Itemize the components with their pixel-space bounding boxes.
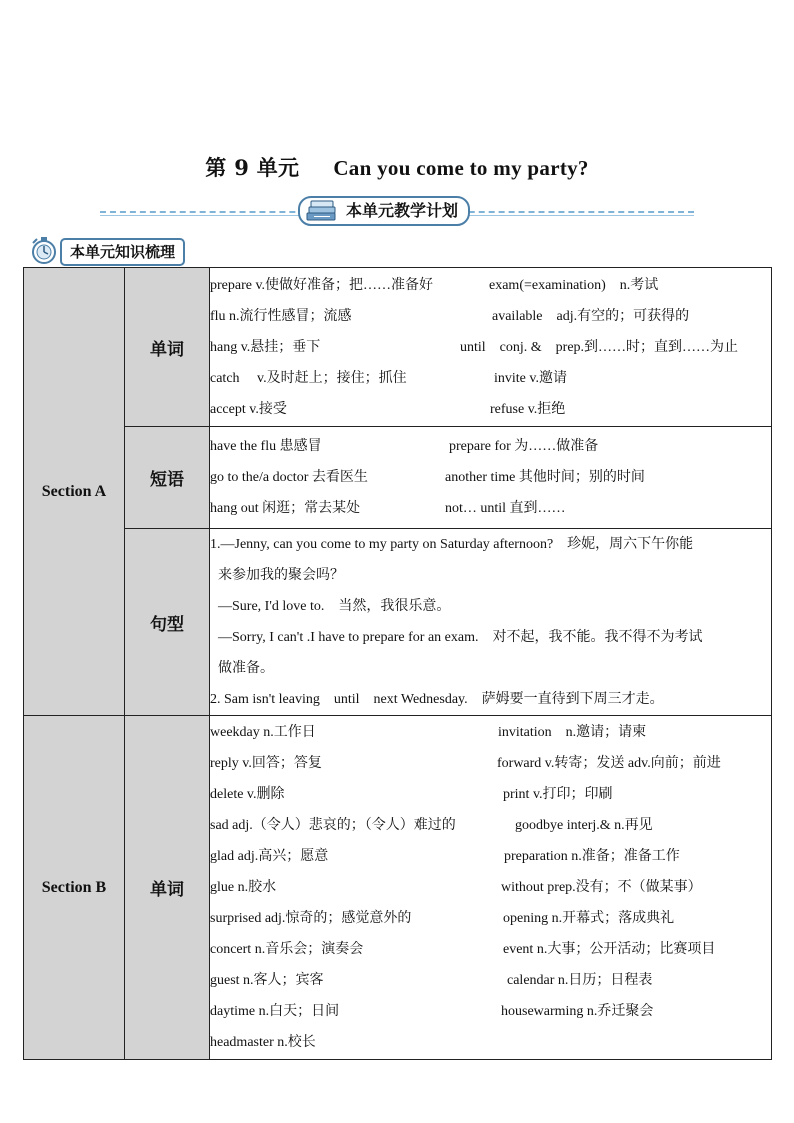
section-b-label: Section B (24, 716, 125, 1060)
phrase-entry: have the flu 患感冒 (210, 439, 322, 454)
vocab-entry: until conj. & prep.到……时；直到……为止 (460, 339, 739, 355)
vocab-entry: glad adj.高兴；愿意 (210, 849, 329, 864)
vocab-row (210, 394, 771, 425)
section-a-sentences-label: 句型 (125, 529, 210, 716)
sentence-line: —Sure, I'd love to. 当然，我很乐意。 (218, 599, 451, 614)
section-a-phrases-label: 短语 (125, 427, 210, 529)
vocab-entry: opening n.开幕式；落成典礼 (503, 911, 675, 926)
vocab-row (210, 363, 771, 394)
vocab-row (210, 779, 771, 810)
teaching-plan-badge (298, 196, 470, 226)
vocab-entry: flu n.流行性感冒；流感 (210, 308, 352, 324)
table-row (24, 268, 772, 427)
vocab-entry: glue n.胶水 (210, 880, 277, 895)
sentence-line: 1.—Jenny, can you come to my party on Saturday afternoon? 珍妮，周六下午你能 (210, 537, 694, 552)
vocab-entry: accept v.接受 (210, 401, 287, 417)
phrase-entry: not… until 直到…… (445, 501, 566, 516)
vocab-row (210, 270, 771, 301)
vocab-entry: without prep.没有；不（做某事） (501, 880, 702, 895)
phrase-entry: another time 其他时间；别的时间 (445, 470, 645, 485)
vocab-entry: sad adj.（令人）悲哀的；（令人）难过的 (210, 818, 456, 833)
vocab-entry: available adj.有空的；可获得的 (492, 308, 690, 324)
vocab-row (210, 717, 771, 748)
vocab-row (210, 903, 771, 934)
vocab-entry: prepare v.使做好准备；把……准备好 (210, 277, 434, 293)
section-a-sentences-content (210, 529, 772, 716)
vocab-entry: headmaster n.校长 (210, 1035, 316, 1050)
vocab-entry: reply v.回答；答复 (210, 756, 322, 771)
vocab-row (210, 872, 771, 903)
vocab-entry: forward v.转寄；发送 adv.向前；前进 (497, 756, 721, 771)
unit-title-english: Can you come to my party? (333, 156, 589, 180)
vocab-row (210, 748, 771, 779)
table-row (24, 529, 772, 716)
vocab-entry: print v.打印；印刷 (503, 787, 613, 802)
vocab-row (210, 996, 771, 1027)
sentence-line: 做准备。 (218, 661, 274, 676)
vocab-row (210, 841, 771, 872)
table-row (24, 427, 772, 529)
phrase-row (210, 431, 771, 462)
unit-number: 第 9 单元 (205, 155, 300, 180)
phrase-entry: go to the/a doctor 去看医生 (210, 470, 368, 485)
phrase-row (210, 462, 771, 493)
teaching-plan-label: 本单元教学计划 (346, 201, 459, 220)
vocab-entry: preparation n.准备；准备工作 (504, 849, 680, 864)
vocab-row (210, 301, 771, 332)
vocab-row (210, 1027, 771, 1058)
books-icon (306, 200, 338, 222)
vocab-row (210, 810, 771, 841)
vocab-row (210, 332, 771, 363)
table-row (24, 716, 772, 1060)
vocab-row (210, 965, 771, 996)
vocab-entry: delete v.删除 (210, 787, 285, 802)
section-a-words-label: 单词 (125, 268, 210, 427)
teaching-plan-banner (100, 194, 694, 226)
vocab-entry: guest n.客人；宾客 (210, 973, 324, 988)
vocab-entry: weekday n.工作日 (210, 725, 316, 740)
vocab-entry: event n.大事；公开活动；比赛项目 (503, 942, 716, 957)
vocab-entry: invitation n.邀请；请柬 (498, 725, 647, 740)
section-b-words-content (210, 716, 772, 1060)
vocab-entry: catch v.及时赶上；接住；抓住 (210, 370, 407, 386)
vocab-entry: housewarming n.乔迁聚会 (501, 1004, 654, 1019)
section-a-phrases-content (210, 427, 772, 529)
section-a-words-content (210, 268, 772, 427)
sentence-line: 2. Sam isn't leaving until next Wednesday. 萨姆要一直待到下周三才走。 (210, 692, 664, 707)
vocab-entry: goodbye interj.& n.再见 (515, 818, 653, 833)
vocab-entry: hang v.悬挂；垂下 (210, 339, 321, 355)
sentence-line: 来参加我的聚会吗？ (218, 568, 344, 583)
section-b-words-label: 单词 (125, 716, 210, 1060)
vocab-entry: invite v.邀请 (494, 370, 567, 386)
page-title (0, 152, 794, 182)
vocab-entry: surprised adj.惊奇的；感觉意外的 (210, 911, 412, 926)
vocab-entry: calendar n.日历；日程表 (507, 973, 653, 988)
phrase-entry: hang out 闲逛；常去某处 (210, 501, 361, 516)
vocab-entry: daytime n.白天；日间 (210, 1004, 340, 1019)
phrase-entry: prepare for 为……做准备 (449, 439, 599, 454)
vocab-entry: concert n.音乐会；演奏会 (210, 942, 364, 957)
vocab-entry: refuse v.拒绝 (490, 401, 566, 417)
sentence-line: —Sorry, I can't .I have to prepare for an exam. 对不起，我不能。我不得不为考试 (218, 630, 703, 645)
vocab-row (210, 934, 771, 965)
knowledge-table (23, 267, 772, 1060)
section-a-label: Section A (24, 268, 125, 716)
phrase-row (210, 493, 771, 524)
knowledge-summary-label: 本单元知识梳理 (60, 238, 185, 266)
vocab-entry: exam(=examination) n.考试 (489, 277, 659, 293)
